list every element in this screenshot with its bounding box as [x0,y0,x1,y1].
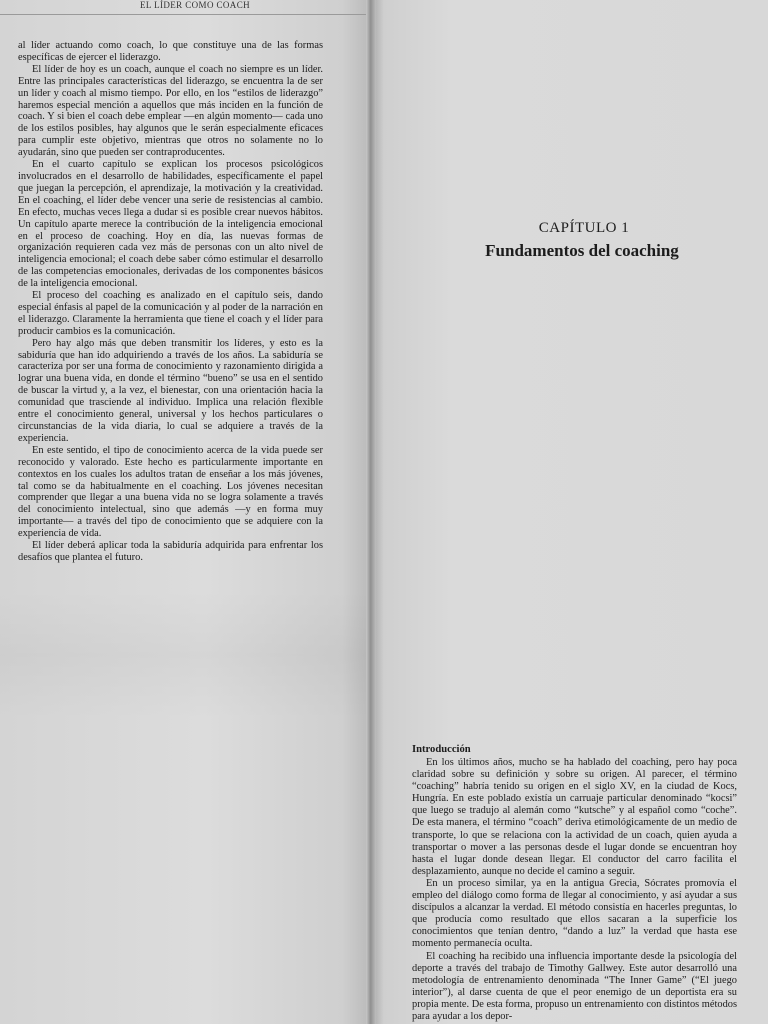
section-heading: Introducción [412,744,471,755]
right-body-text [412,757,737,1023]
chapter-label: CAPÍTULO 1 [538,220,630,236]
paragraph: al líder actuando como coach, lo que constituye una de las formas específicas de ejercer el liderazgo. [18,40,323,63]
paragraph: En este sentido, el tipo de conocimiento acerca de la vida puede ser reconocido y valorado. Este hecho es particularmente importante en contextos en los cuales los adultos tratan de enseñar a los más jóvenes, tal como se da habitualmente en el coaching. Los jóvenes necesitan comprender que llegar a una buena vida no se logra solamente a través del conocimiento intelectual, sino que además —y en forma muy importante— a través del tipo de conocimiento que se adquiere con la experiencia de vida. [18,444,323,540]
paragraph: Pero hay algo más que deben transmitir los líderes, y esto es la sabiduría que han ido adquiriendo a través de los años. La sabiduría se caracteriza por ser una forma de conocimiento y razonamiento dirigida a lograr una buena vida, en donde el término “bueno” se usa en el sentido de buscar la virtud y, a la vez, el bienestar, con una orientación hacia la comunidad que trasciende al individuo. Implica una relación flexible entre el conocimiento general, universal y los hechos particulares o circunstancias de la vida diaria, lo cual se adquiere a través de la experiencia. [18,337,323,444]
paper-shading [0,590,372,720]
paragraph: El líder de hoy es un coach, aunque el coach no siempre es un líder. Entre las principales características del liderazgo, se encuentra la de ser un líder y coach al mismo tiempo. Por ello, en los “estilos de liderazgo” haremos especial mención a aquellos que más inciden en la función de coach. Y si bien el coach debe emplear —en algún momento— cada uno de los estilos posibles, hay algunos que le serán especialmente eficaces para cumplir este objetivo, mientras que otros no solamente no lo ayudarán, sino que pueden ser contraproducentes. [18,63,323,159]
paragraph: En los últimos años, mucho se ha hablado del coaching, pero hay poca claridad sobre su definición y sobre su origen. Al parecer, el término “coaching” habría tenido su origen en el siglo XV, en la ciudad de Kocs, Hungría. En este poblado existía un carruaje particular denominado “kocsi” que luego se tradujo al alemán como “kutsche” y al español como “coche”. De esta manera, el término “coach” deriva etimológicamente de un medio de transporte, lo que se relaciona con la actividad de un coach, quien ayuda a transportar o mover a las personas desde el lugar donde se encuentran hoy hasta el lugar donde desean llegar. El conductor del carro facilita el desplazamiento, aunque no decide el camino a seguir. [412,757,737,877]
paragraph: El líder deberá aplicar toda la sabiduría adquirida para enfrentar los desafíos que plantea el futuro. [18,540,323,563]
paragraph: El proceso del coaching es analizado en el capítulo seis, dando especial énfasis al papel de la comunicación y al poder de la narración en el liderazgo. Claramente la herramienta que tiene el coach y el líder para producir cambios es la comunicación. [18,290,323,337]
left-body-text [18,40,323,564]
right-page [372,0,768,1024]
paragraph: El coaching ha recibido una influencia importante desde la psicología del deporte a través del trabajo de Timothy Gallwey. Este autor desarrolló una metodología de entrenamiento denominada “The Inner Game” (“El juego interior”), al darse cuenta de que el peor enemigo de un deportista era su propia mente. De esta forma, propuso un entrenamiento con distintos métodos para ayudar a los depor- [412,950,737,1022]
paragraph: En un proceso similar, ya en la antigua Grecia, Sócrates promovía el empleo del diálogo como forma de llegar al conocimiento, y así ayudar a sus discípulos a alcanzar la verdad. El método consistía en hacerles preguntas, lo que producía como resultado que ellos sacaran a la superficie los conocimientos que tenían dentro, “dando a luz” la verdad que hasta ese momento permanecía oculta. [412,877,737,950]
chapter-title: Fundamentos del coaching [485,241,679,260]
book-gutter [366,0,376,1024]
paragraph: En el cuarto capítulo se explican los procesos psicológicos involucrados en el desarrollo de habilidades, específicamente el papel que juegan la percepción, el aprendizaje, la motivación y la creatividad. En el coaching, el líder debe vencer una serie de resistencias al cambio. En efecto, muchas veces llega a dudar si es posible crear nuevos hábitos. Un capítulo aparte merece la contribución de la inteligencia emocional en el proceso de coaching. Hoy en día, las nuevas formas de organización requieren cada vez más de personas con un alto nivel de inteligencia emocional; el coach debe saber cómo estimular el desarrollo de las competencias emocionales, derivadas de los componentes básicos de la inteligencia emocional. [18,159,323,290]
running-head: EL LÍDER COMO COACH [139,0,250,10]
left-page [0,0,372,1024]
header-rule [0,14,372,15]
